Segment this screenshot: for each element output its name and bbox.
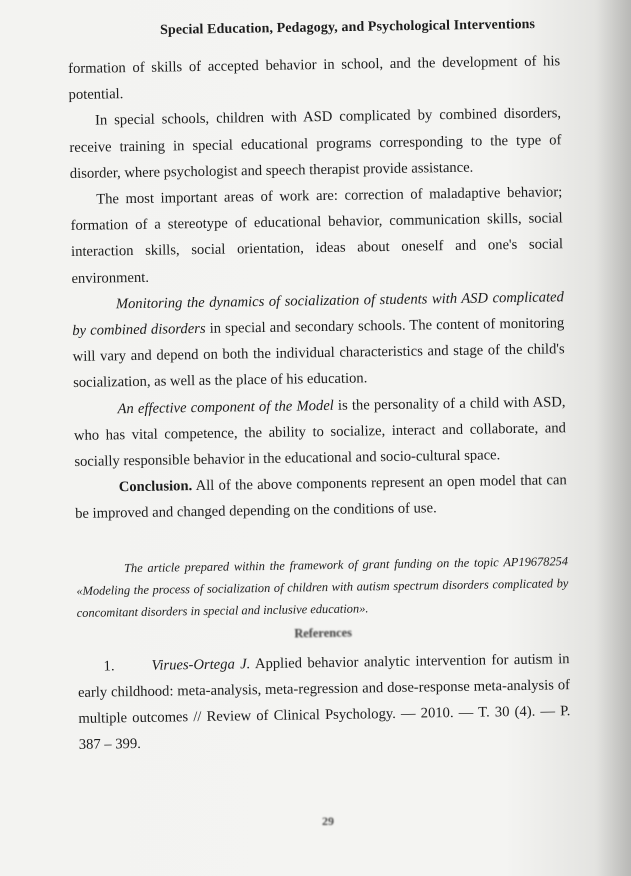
- paragraph-5-italic: An effective component of the Model: [117, 397, 334, 417]
- conclusion-label: Conclusion.: [118, 478, 193, 496]
- references-title: References: [294, 625, 352, 641]
- body-text: [68, 48, 571, 758]
- conclusion-text: All of the above components represent an open model that can be improved and changed depending on the conditions of use.: [75, 472, 567, 523]
- page-edge-shadow: [597, 0, 631, 876]
- running-header: Special Education, Pedagogy, and Psychological Interventions: [159, 17, 536, 38]
- paragraph-5: [73, 389, 566, 475]
- paragraph-3: The most important areas of work are: correction of maladaptive behavior; formation of a stereotype of educational behavior, communication skills, social interaction skills, social orientation, ideas about oneself and one's social environment.: [70, 184, 564, 287]
- reference-text: Applied behavior analytic intervention for autism in early childhood: meta-analysis, meta-regression and dose-response meta-analysis of multiple outcomes // Review of Clinical Psychology. — 2010. — T. 30 (4). — P. 387 – 399.: [77, 650, 571, 754]
- reference-number: 1.: [103, 658, 115, 675]
- reference-author: Virues-Ortega J.: [151, 655, 251, 674]
- paragraph-4-italic: Monitoring the dynamics of socialization of students with ASD complicated by combined disorders: [72, 289, 564, 339]
- paragraph-1: formation of skills of accepted behavior in school, and the development of his potential.: [68, 53, 561, 104]
- conclusion-paragraph: [75, 467, 568, 527]
- page-number: 29: [322, 814, 334, 828]
- paragraph-4-rest: in special and secondary schools. The content of monitoring will vary and depend on both the individual characteristics and stage of the child's socialization, as well as the place of his education.: [72, 315, 565, 392]
- paragraph-5-rest: is the personality of a child with ASD, who has vital competence, the ability to socialize, interact and collaborate, and socially responsible behavior in the educational and socio-cultural space.: [73, 393, 567, 470]
- funding-note: The article prepared within the framework of grant funding on the topic AP19678254 «Modeling the process of socialization of children with autism spectrum disorders complicated by concomitant disorders in special and inclusive education».: [76, 553, 569, 620]
- paragraph-2: In special schools, children with ASD complicated by combined disorders, receive training in special educational programs corresponding to the type of disorder, where psychologist and speech therapist provide assistance.: [69, 105, 562, 182]
- paragraph-4: [72, 284, 566, 397]
- reference-item: [77, 646, 571, 759]
